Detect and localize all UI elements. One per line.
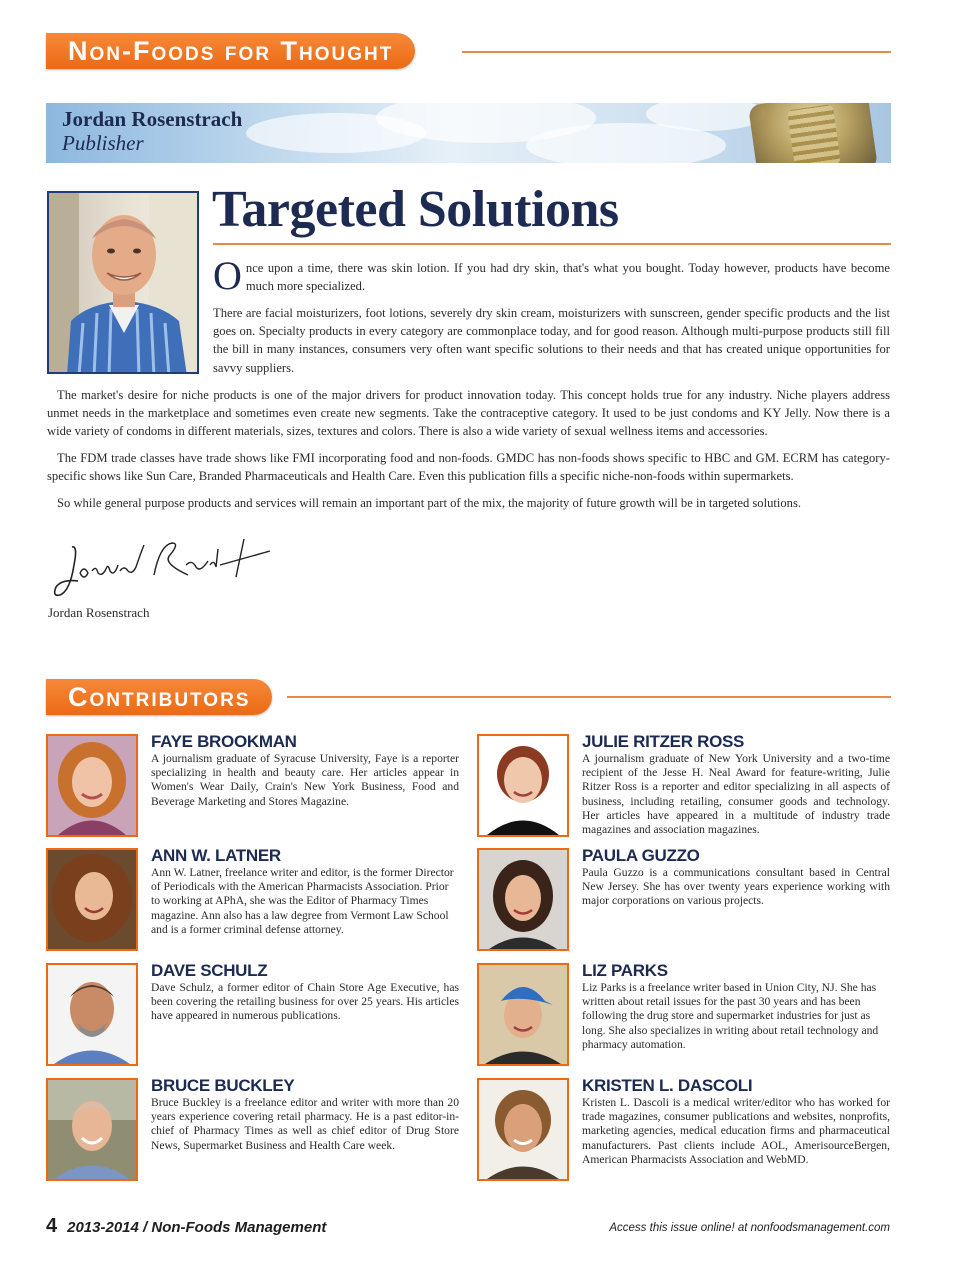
article-paragraph-3: The market's desire for niche products is one of the major drivers for product innovation today. This concept holds true for any industry. Niche players address unmet needs in the marketplace and sometimes even create new segments. Take the contraceptive category. It used to be just condoms and KY Jelly. Now there is a wide variety of condoms in different materials, sizes, textures and colors. There is also a wide variety of sexual wellness items and accessories. (47, 388, 890, 439)
contributor-photo (477, 734, 569, 837)
contributor-bio: Bruce Buckley is a freelance editor and writer with more than 20 years experience covering retail pharmacy. He is a past editor-in-chief of Pharmacy Times as well as chief editor of Drug Store News, Supermarket Business and Health Care week. (151, 1096, 459, 1152)
page-number: 4 (46, 1215, 58, 1237)
banner-role: Publisher (62, 131, 144, 155)
contributor-photo (46, 1078, 138, 1181)
contributors-rule (287, 696, 891, 698)
article-paragraph-4: The FDM trade classes have trade shows like FMI incorporating food and non-foods. GMDC has non-foods shows specific to HBC and GM. ECRM has category-specific shows like Sun Care, Branded Pharmaceuticals and Health Care. Even this publication fills a specific niche-non-foods within supermarkets. (47, 451, 890, 484)
contributor-photo (477, 963, 569, 1066)
publisher-banner (46, 103, 891, 163)
section-title: Non-Foods for Thought (68, 36, 394, 66)
footer-access-text: Access this issue online! at nonfoodsmanagement.com (609, 1222, 890, 1234)
contributor-photo (46, 734, 138, 837)
publication-name: 2013-2014 / Non-Foods Management (67, 1219, 327, 1236)
contributor-name: KRISTEN L. DASCOLI (582, 1076, 753, 1095)
contributor-name: DAVE SCHULZ (151, 961, 268, 980)
contributor-bio: A journalism graduate of New York University and a two-time recipient of the Jesse H. Neal Award for feature-writing, Julie Ritzer Ross is a reporter and editor specializing in all aspects of business, including retailing, consumer goods and technology. Her articles have appeared in a multitude of industry trade magazines and association magazines. (582, 752, 890, 837)
contributor-name: LIZ PARKS (582, 961, 668, 980)
contributor-name: PAULA GUZZO (582, 846, 700, 865)
contributor-bio: Paula Guzzo is a communications consultant based in Central New Jersey. She has over twenty years experience working with major corporations on various projects. (582, 866, 890, 908)
contributor-bio: Kristen L. Dascoli is a medical writer/editor who has worked for trade magazines, consumer publications and websites, nonprofits, marketing agencies, medical education firms and pharmaceutical manufacturers. Past clients include AOL, AmerisourceBergen, American Pharmacists Association and WebMD. (582, 1096, 890, 1166)
banner-name: Jordan Rosenstrach (62, 107, 243, 131)
footer-publication (46, 1215, 326, 1238)
contributor-bio: A journalism graduate of Syracuse University, Faye is a reporter specializing in health and beauty care. Her articles appear in Women's Wear Daily, Crain's New York Business, Food and Beverage Marketing and Stores Magazine. (151, 752, 459, 808)
publisher-photo (47, 191, 199, 374)
section-rule (462, 51, 891, 53)
article-paragraph-5: So while general purpose products and services will remain an important part of the mix, the majority of future growth will be in targeted solutions. (57, 496, 802, 510)
contributor-name: ANN W. LATNER (151, 846, 281, 865)
article-paragraph-2: There are facial moisturizers, foot lotions, severely dry skin cream, moisturizers with sunscreen, gender specific products and the list goes on. Specialty products in every category are commonplace today, and for good reason. Although multi-purpose products still fill the bill in many instances, consumers very often want specific solutions to their needs and that has created unique opportunities for savvy suppliers. (213, 306, 890, 375)
contributor-name: FAYE BROOKMAN (151, 732, 297, 751)
contributor-photo (477, 848, 569, 951)
contributor-photo (46, 848, 138, 951)
drop-cap: O (213, 253, 242, 298)
signature-name: Jordan Rosenstrach (48, 605, 150, 620)
section-title-tab (46, 33, 415, 69)
headline-rule (213, 243, 891, 245)
paragraph-1-text: nce upon a time, there was skin lotion. If you had dry skin, that's what you bought. Today however, products have become much more specialized. (245, 261, 890, 294)
contributor-bio: Ann W. Latner, freelance writer and editor, is the former Director of Periodicals with the American Pharmacists Association. Prior to working at APhA, she was the Editor of Pharmacy Times magazine. Ann also has a law degree from Vermont Law School and is a former criminal defense attorney. (151, 866, 454, 936)
contributor-bio: Dave Schulz, a former editor of Chain Store Age Executive, has been covering the retailing business for over 25 years. His articles have appeared in numerous publications. (151, 981, 459, 1023)
contributor-photo (477, 1078, 569, 1181)
contributor-photo (46, 963, 138, 1066)
contributor-name: JULIE RITZER ROSS (582, 732, 745, 751)
contributors-title-tab (46, 679, 272, 715)
article-headline: Targeted Solutions (212, 181, 619, 238)
contributor-name: BRUCE BUCKLEY (151, 1076, 295, 1095)
article-paragraph-1 (213, 253, 890, 298)
contributor-bio: Liz Parks is a freelance writer based in Union City, NJ. She has written about retail issues for the past 30 years and has been following the drug store and supermarket industries for just as long. She also specializes in writing about retail technology and pharmacy automation. (582, 981, 879, 1051)
contributors-title: Contributors (68, 682, 251, 712)
signature-image (48, 535, 278, 605)
